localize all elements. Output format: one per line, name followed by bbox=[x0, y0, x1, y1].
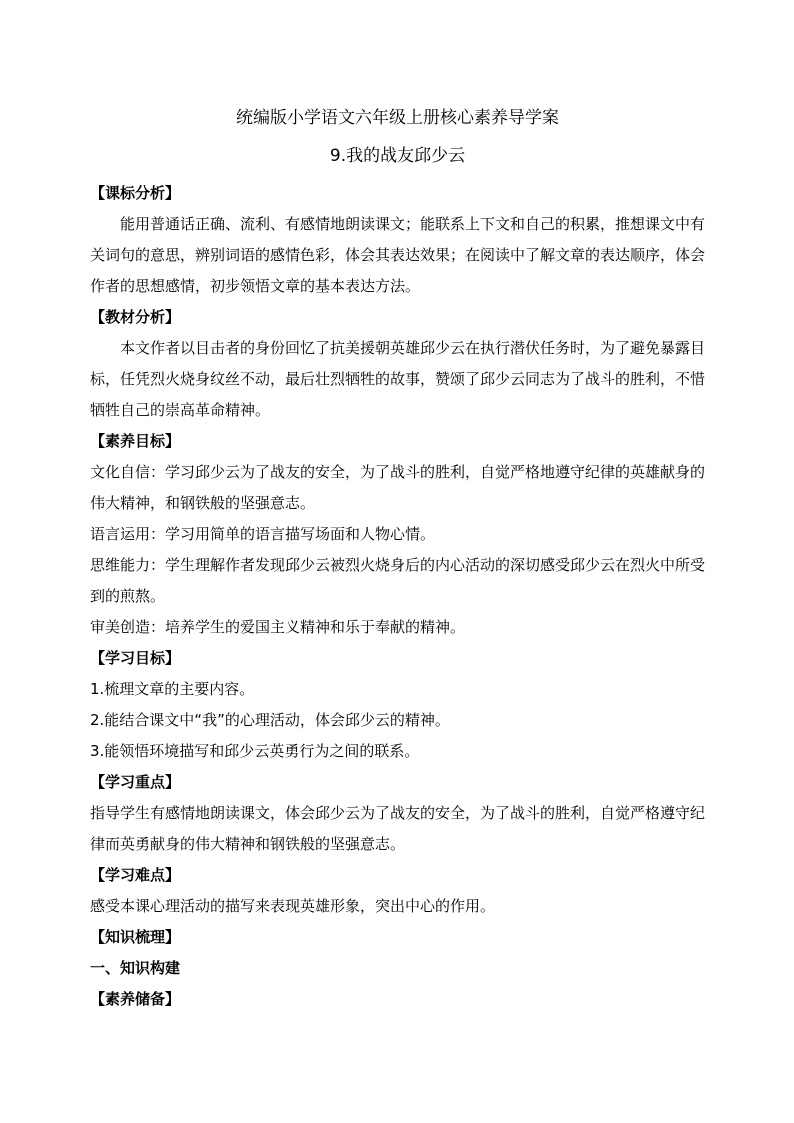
document-title: 统编版小学语文六年级上册核心素养导学案 bbox=[236, 108, 559, 128]
section-paragraph: 本文作者以目击者的身份回忆了抗美援朝英雄邱少云在执行潜伏任务时，为了避免暴露目标，任凭烈火烧身纹丝不动，最后壮烈牺牲的故事，赞颂了邱少云同志为了战斗的胜利，不惜牺牲自己的崇高革命精神。 bbox=[90, 339, 706, 419]
list-item: 2.能结合课文中“我”的心理活动，体会邱少云的精神。 bbox=[90, 711, 450, 729]
section-heading-knowledge-review: 【知识梳理】 bbox=[90, 928, 181, 946]
goal-thinking-ability: 思维能力：学生理解作者发现邱少云被烈火烧身后的内心活动的深切感受邱少云在烈火中所受到的煎熬。 bbox=[90, 556, 706, 605]
section-heading-knowledge-construction: 一、知识构建 bbox=[90, 959, 181, 977]
section-heading-literacy-reserve: 【素养储备】 bbox=[90, 990, 181, 1008]
section-textbook-analysis bbox=[90, 302, 705, 426]
section-learning-goals bbox=[90, 643, 705, 767]
section-heading: 【学习目标】 bbox=[90, 649, 181, 667]
section-heading: 【教材分析】 bbox=[90, 308, 181, 326]
goal-aesthetic-creation: 审美创造：培养学生的爱国主义精神和乐于奉献的精神。 bbox=[90, 618, 466, 636]
document-page bbox=[90, 100, 705, 1015]
section-heading: 【素养目标】 bbox=[90, 432, 181, 450]
list-item: 1.梳理文章的主要内容。 bbox=[90, 680, 255, 698]
section-literacy-goals bbox=[90, 426, 705, 643]
section-heading: 【学习难点】 bbox=[90, 866, 181, 884]
goal-language-use: 语言运用：学习用简单的语言描写场面和人物心情。 bbox=[90, 525, 436, 543]
section-paragraph: 指导学生有感情地朗读课文，体会邱少云为了战友的安全，为了战斗的胜利，自觉严格遵守纪律而英勇献身的伟大精神和钢铁般的坚强意志。 bbox=[90, 804, 706, 853]
section-paragraph: 能用普通话正确、流利、有感情地朗读课文；能联系上下文和自己的积累，推想课文中有关词句的意思，辨别词语的感情色彩，体会其表达效果；在阅读中了解文章的表达顺序，体会作者的思想感情，初步领悟文章的基本表达方法。 bbox=[90, 215, 706, 295]
list-item: 3.能领悟环境描写和邱少云英勇行为之间的联系。 bbox=[90, 742, 420, 760]
section-key-points bbox=[90, 767, 705, 860]
section-curriculum-analysis bbox=[90, 178, 705, 302]
section-paragraph: 感受本课心理活动的描写来表现英雄形象，突出中心的作用。 bbox=[90, 897, 496, 915]
lesson-title: 9.我的战友邱少云 bbox=[329, 146, 466, 166]
section-heading: 【课标分析】 bbox=[90, 184, 181, 202]
goal-cultural-confidence: 文化自信：学习邱少云为了战友的安全，为了战斗的胜利，自觉严格地遵守纪律的英雄献身的伟大精神，和钢铁般的坚强意志。 bbox=[90, 463, 706, 512]
section-heading: 【学习重点】 bbox=[90, 773, 181, 791]
section-difficulties bbox=[90, 860, 705, 922]
